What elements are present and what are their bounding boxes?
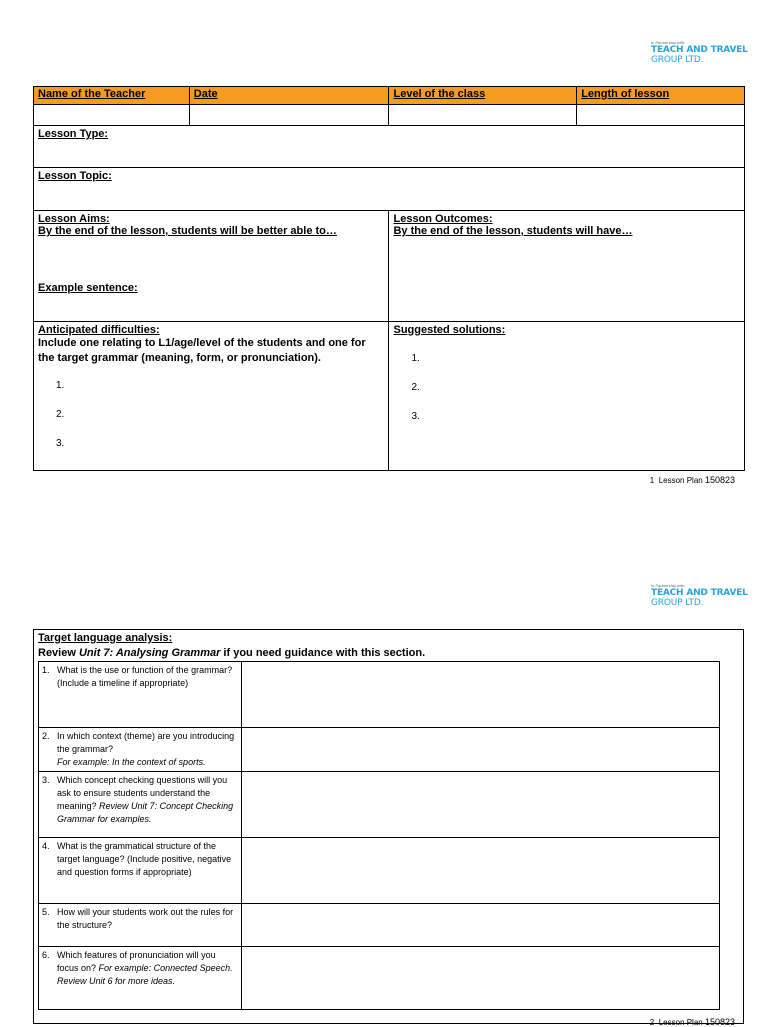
review-suffix: if you need guidance with this section.	[220, 647, 426, 659]
tla-answer-5[interactable]	[242, 904, 720, 947]
tla-question-6	[39, 947, 242, 1010]
logo-line-2: GROUP LTD.	[651, 55, 704, 65]
suggested-solutions-cell[interactable]	[389, 322, 745, 471]
question-text-main: Which concept checking questions will you ask to ensure students understand the meaning?	[57, 775, 228, 811]
page-2-footer	[650, 1017, 735, 1027]
footer-page-number: 1	[649, 476, 655, 485]
page-1-footer	[650, 475, 735, 485]
tla-answer-4[interactable]	[242, 838, 720, 904]
lesson-type-label: Lesson Type:	[38, 128, 109, 140]
tla-question-4	[39, 838, 242, 904]
lesson-outcomes-cell[interactable]	[389, 211, 745, 322]
lesson-header-table	[33, 86, 745, 471]
tla-question-3	[39, 772, 242, 838]
lesson-topic-cell[interactable]	[34, 168, 745, 211]
lesson-aims-label: Lesson Aims:	[38, 213, 110, 225]
difficulty-number-3: 3.	[56, 438, 65, 449]
teach-and-travel-logo	[651, 40, 751, 65]
anticipated-difficulties-cell[interactable]	[34, 322, 389, 471]
footer-code: 150823	[704, 1017, 735, 1027]
question-text	[57, 774, 238, 826]
question-number: 3.	[42, 775, 50, 785]
question-text-italic: Review Unit 7: Concept Checking Grammar for examples.	[57, 801, 234, 824]
teach-and-travel-logo	[651, 583, 751, 608]
footer-text: Lesson Plan	[658, 476, 703, 485]
header-length: Length of lesson	[577, 87, 745, 105]
logo-line-1: TEACH AND TRAVEL	[651, 588, 748, 598]
question-number: 1.	[42, 665, 50, 675]
review-prefix: Review	[38, 647, 79, 659]
tla-row	[39, 904, 720, 947]
tla-row	[39, 838, 720, 904]
page-gap	[0, 500, 768, 540]
question-text-italic: For example: In the context of sports.	[57, 757, 206, 767]
header-teacher-name: Name of the Teacher	[34, 87, 190, 105]
solutions-label: Suggested solutions:	[393, 324, 506, 336]
question-number: 2.	[42, 731, 50, 741]
question-number: 5.	[42, 907, 50, 917]
lesson-aims-cell[interactable]	[34, 211, 389, 322]
solution-number-1: 1.	[411, 353, 420, 364]
logo-partner-text: In Partnership with:	[651, 583, 686, 588]
tla-answer-6[interactable]	[242, 947, 720, 1010]
logo-partner-text: In Partnership with:	[651, 40, 686, 45]
tla-row	[39, 772, 720, 838]
tla-question-1	[39, 662, 242, 728]
header-date: Date	[189, 87, 389, 105]
tla-question-5	[39, 904, 242, 947]
question-text	[57, 840, 238, 879]
tla-answer-3[interactable]	[242, 772, 720, 838]
lesson-outcomes-label: Lesson Outcomes:	[393, 213, 493, 225]
lesson-outcomes-subtitle: By the end of the lesson, students will have…	[393, 225, 633, 237]
tla-questions-table	[38, 661, 720, 1010]
tla-answer-1[interactable]	[242, 662, 720, 728]
tla-row	[39, 662, 720, 728]
header-level: Level of the class	[389, 87, 577, 105]
difficulties-label: Anticipated difficulties:	[38, 324, 160, 336]
question-text-main: Which features of pronunciation will you focus on?	[57, 950, 216, 973]
footer-page-number: 2	[649, 1018, 655, 1027]
page-2	[0, 540, 768, 1027]
question-text	[57, 730, 238, 769]
solution-number-3: 3.	[411, 411, 420, 422]
logo-line-1: TEACH AND TRAVEL	[651, 45, 748, 55]
question-text-main: What is the grammatical structure of the target language? (Include positive, negative and question forms if appropriate)	[57, 841, 232, 877]
tla-answer-2[interactable]	[242, 728, 720, 772]
length-field[interactable]	[577, 105, 745, 126]
footer-text: Lesson Plan	[658, 1018, 703, 1027]
page-1	[0, 0, 768, 500]
tla-row	[39, 947, 720, 1010]
example-sentence-label: Example sentence:	[38, 282, 138, 294]
question-text	[57, 949, 238, 988]
question-text-main: What is the use or function of the grammar? (Include a timeline if appropriate)	[57, 665, 233, 688]
difficulty-number-1: 1.	[56, 380, 65, 391]
question-text-main: In which context (theme) are you introducing the grammar?	[57, 731, 235, 754]
tla-question-2	[39, 728, 242, 772]
date-field[interactable]	[189, 105, 389, 126]
tla-row	[39, 728, 720, 772]
question-text	[57, 906, 238, 932]
target-language-analysis-box	[33, 629, 744, 1024]
lesson-topic-label: Lesson Topic:	[38, 170, 112, 182]
question-text-italic: For example: Connected Speech. Review Unit 6 for more ideas.	[57, 963, 233, 986]
difficulties-text: Include one relating to L1/age/level of the students and one for the target grammar (meaning, form, or pronunciation).	[38, 337, 366, 364]
question-number: 6.	[42, 950, 50, 960]
lesson-aims-subtitle: By the end of the lesson, students will be better able to…	[38, 225, 337, 237]
tla-label: Target language analysis:	[38, 632, 173, 644]
level-field[interactable]	[389, 105, 577, 126]
question-number: 4.	[42, 841, 50, 851]
tla-review-line	[38, 646, 425, 661]
teacher-name-field[interactable]	[34, 105, 190, 126]
lesson-type-cell[interactable]	[34, 126, 745, 168]
question-text	[57, 664, 238, 690]
logo-line-2: GROUP LTD.	[651, 598, 704, 608]
footer-code: 150823	[704, 475, 735, 485]
question-text-main: How will your students work out the rules for the structure?	[57, 907, 234, 930]
difficulty-number-2: 2.	[56, 409, 65, 420]
solution-number-2: 2.	[411, 382, 420, 393]
review-unit: Unit 7: Analysing Grammar	[78, 647, 221, 659]
